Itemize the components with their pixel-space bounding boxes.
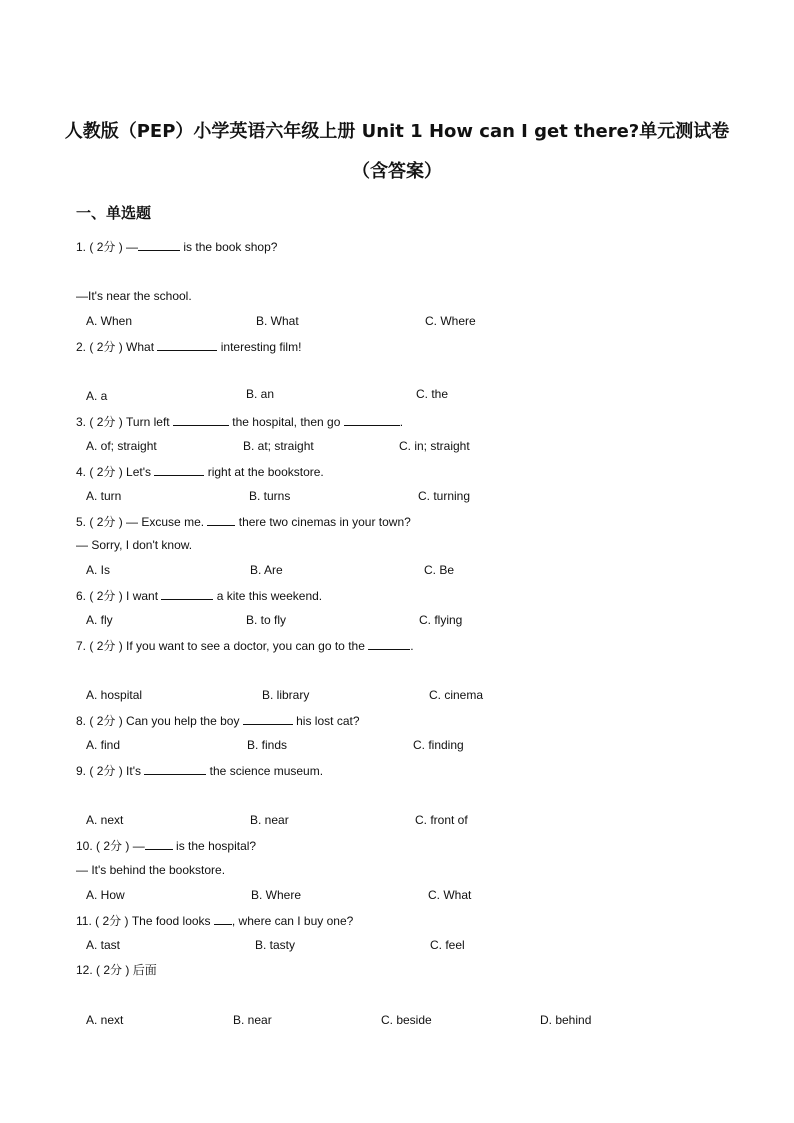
answer-blank xyxy=(161,587,213,600)
answer-blank xyxy=(214,912,232,925)
option-a[interactable]: A. a xyxy=(86,389,108,403)
question-3: 3. ( 2分 ) Turn left the hospital, then go . xyxy=(76,415,404,429)
option-c[interactable]: C. the xyxy=(416,387,449,401)
option-c[interactable]: C. beside xyxy=(381,1013,432,1027)
question-11: 11. ( 2分 ) The food looks , where can I buy one? xyxy=(76,914,354,928)
answer-blank xyxy=(145,837,173,850)
option-c[interactable]: C. in; straight xyxy=(399,439,470,453)
question-7: 7. ( 2分 ) If you want to see a doctor, you can go to the . xyxy=(76,639,414,653)
option-a[interactable]: A. fly xyxy=(86,613,113,627)
question-9: 9. ( 2分 ) It's the science museum. xyxy=(76,764,324,778)
option-b[interactable]: B. turns xyxy=(249,489,291,503)
question-4: 4. ( 2分 ) Let's right at the bookstore. xyxy=(76,465,324,479)
question-5-response: — Sorry, I don't know. xyxy=(76,538,193,552)
question-1: 1. ( 2分 ) — is the book shop? xyxy=(76,240,278,254)
question-5: 5. ( 2分 ) — Excuse me. there two cinemas in your town? xyxy=(76,515,411,529)
option-b[interactable]: B. at; straight xyxy=(243,439,314,453)
option-c[interactable]: C. front of xyxy=(415,813,468,827)
answer-blank xyxy=(157,338,217,351)
option-a[interactable]: A. find xyxy=(86,738,121,752)
option-c[interactable]: C. Where xyxy=(425,314,476,328)
option-b[interactable]: B. to fly xyxy=(246,613,287,627)
option-a[interactable]: A. When xyxy=(86,314,133,328)
question-2: 2. ( 2分 ) What interesting film! xyxy=(76,340,302,354)
option-d[interactable]: D. behind xyxy=(540,1013,592,1027)
answer-blank xyxy=(154,463,204,476)
option-a[interactable]: A. How xyxy=(86,888,125,902)
option-b[interactable]: B. Where xyxy=(251,888,302,902)
answer-blank xyxy=(173,413,229,426)
question-6: 6. ( 2分 ) I want a kite this weekend. xyxy=(76,589,323,603)
option-a[interactable]: A. turn xyxy=(86,489,122,503)
answer-blank xyxy=(138,238,180,251)
question-12: 12. ( 2分 ) 后面 xyxy=(76,963,157,977)
option-c[interactable]: C. finding xyxy=(413,738,464,752)
option-a[interactable]: A. next xyxy=(86,1013,124,1027)
answer-blank xyxy=(344,413,400,426)
option-a[interactable]: A. next xyxy=(86,813,124,827)
answer-blank xyxy=(207,513,235,526)
option-c[interactable]: C. turning xyxy=(418,489,471,503)
answer-blank xyxy=(368,637,410,650)
question-10-response: — It's behind the bookstore. xyxy=(76,863,226,877)
option-b[interactable]: B. near xyxy=(250,813,289,827)
option-b[interactable]: B. tasty xyxy=(255,938,296,952)
question-10: 10. ( 2分 ) — is the hospital? xyxy=(76,839,257,853)
option-b[interactable]: B. near xyxy=(233,1013,272,1027)
answer-blank xyxy=(243,712,293,725)
option-b[interactable]: B. library xyxy=(262,688,310,702)
option-c[interactable]: C. What xyxy=(428,888,472,902)
option-b[interactable]: B. finds xyxy=(247,738,288,752)
option-a[interactable]: A. of; straight xyxy=(86,439,157,453)
option-a[interactable]: A. tast xyxy=(86,938,121,952)
option-b[interactable]: B. an xyxy=(246,387,275,401)
option-b[interactable]: B. Are xyxy=(250,563,283,577)
question-1-response: —It's near the school. xyxy=(76,289,192,303)
answer-blank xyxy=(144,762,206,775)
option-c[interactable]: C. Be xyxy=(424,563,455,577)
option-a[interactable]: A. Is xyxy=(86,563,111,577)
option-b[interactable]: B. What xyxy=(256,314,299,328)
option-a[interactable]: A. hospital xyxy=(86,688,143,702)
option-c[interactable]: C. flying xyxy=(419,613,463,627)
question-8: 8. ( 2分 ) Can you help the boy his lost cat? xyxy=(76,714,360,728)
section-heading: 一、单选题 xyxy=(76,204,152,222)
page-title: 人教版（PEP）小学英语六年级上册 Unit 1 How can I get there?单元测试卷（含答案） xyxy=(64,121,730,182)
option-c[interactable]: C. cinema xyxy=(429,688,484,702)
option-c[interactable]: C. feel xyxy=(430,938,465,952)
